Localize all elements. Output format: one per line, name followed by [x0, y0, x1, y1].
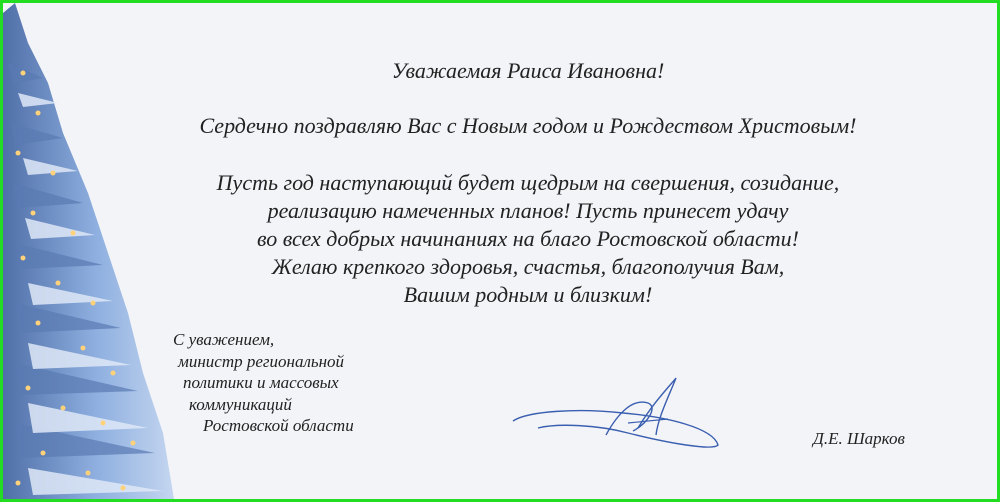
wish-paragraph	[103, 169, 953, 309]
position-line: министр региональной	[178, 351, 345, 371]
handwritten-signature-icon	[508, 373, 728, 458]
sign-off-line: С уважением,	[173, 330, 275, 349]
wish-line: Пусть год наступающий будет щедрым на свершения, созидание,	[216, 170, 840, 195]
position-line: Ростовской области	[203, 416, 354, 435]
wish-line: реализацию намеченных планов! Пусть принесет удачу	[267, 198, 789, 223]
congratulation-line: Сердечно поздравляю Вас с Новым годом и Рождеством Христовым!	[199, 113, 857, 138]
wish-line: Вашим родным и близким!	[403, 282, 653, 307]
position-line: коммуникаций	[189, 394, 292, 414]
wish-line: Желаю крепкого здоровья, счастья, благополучия Вам,	[271, 254, 785, 279]
salutation: Уважаемая Раиса Ивановна!	[391, 58, 665, 83]
signatory-name: Д.Е. Шарков	[813, 429, 905, 448]
signature-title-block	[173, 329, 354, 437]
position-line: политики и массовых	[183, 373, 339, 392]
wish-line: во всех добрых начинаниях на благо Ростовской области!	[257, 226, 799, 251]
